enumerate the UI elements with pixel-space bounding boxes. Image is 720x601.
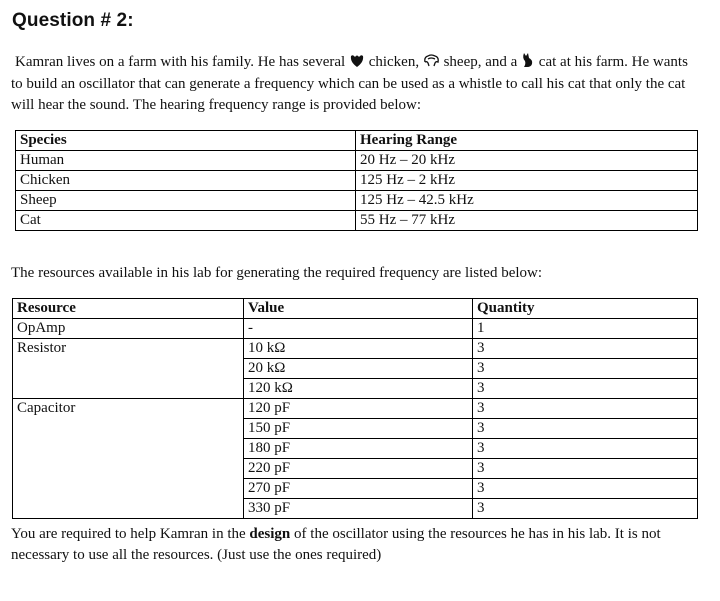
table-row bbox=[16, 171, 698, 191]
quantity-cell: 3 bbox=[473, 339, 698, 359]
quantity-cell: 3 bbox=[473, 419, 698, 439]
closing-paragraph bbox=[11, 524, 701, 566]
resource-table bbox=[12, 298, 698, 519]
value-cell: 180 pF bbox=[244, 439, 473, 459]
resource-cell: Capacitor bbox=[13, 399, 244, 519]
question-title: Question # 2: bbox=[12, 10, 134, 31]
quantity-cell: 1 bbox=[473, 319, 698, 339]
header-hearing-range: Hearing Range bbox=[356, 131, 698, 151]
intro-text-4: cat at his farm. He wants to build an oscillator that can generate a frequency which can be used as a whistle to call his cat that only the cat will hear the sound. The hearing frequency range is provided below: bbox=[11, 54, 688, 113]
species-cell: Cat bbox=[16, 211, 356, 231]
quantity-cell: 3 bbox=[473, 379, 698, 399]
value-cell: 10 kΩ bbox=[244, 339, 473, 359]
quantity-cell: 3 bbox=[473, 399, 698, 419]
cat-icon bbox=[521, 52, 535, 68]
quantity-cell: 3 bbox=[473, 439, 698, 459]
resource-cell: OpAmp bbox=[13, 319, 244, 339]
species-cell: Chicken bbox=[16, 171, 356, 191]
value-cell: 150 pF bbox=[244, 419, 473, 439]
intro-text-3: sheep, and a bbox=[443, 54, 518, 70]
header-species: Species bbox=[16, 131, 356, 151]
closing-text-1: You are required to help Kamran in the bbox=[11, 526, 250, 542]
table-row bbox=[16, 211, 698, 231]
closing-bold-word: design bbox=[249, 526, 291, 542]
range-cell: 125 Hz – 42.5 kHz bbox=[356, 191, 698, 211]
value-cell: - bbox=[244, 319, 473, 339]
table-row bbox=[16, 191, 698, 211]
header-resource: Resource bbox=[13, 299, 244, 319]
intro-text-2: chicken, bbox=[368, 54, 420, 70]
table-header-row bbox=[13, 299, 698, 319]
value-cell: 220 pF bbox=[244, 459, 473, 479]
value-cell: 330 pF bbox=[244, 499, 473, 519]
table-row bbox=[13, 399, 698, 419]
range-cell: 125 Hz – 2 kHz bbox=[356, 171, 698, 191]
value-cell: 120 pF bbox=[244, 399, 473, 419]
species-cell: Sheep bbox=[16, 191, 356, 211]
resources-intro: The resources available in his lab for generating the required frequency are listed below: bbox=[11, 265, 543, 281]
quantity-cell: 3 bbox=[473, 359, 698, 379]
table-header-row bbox=[16, 131, 698, 151]
sheep-icon bbox=[423, 54, 440, 68]
quantity-cell: 3 bbox=[473, 459, 698, 479]
range-cell: 20 Hz – 20 kHz bbox=[356, 151, 698, 171]
species-cell: Human bbox=[16, 151, 356, 171]
table-row bbox=[13, 339, 698, 359]
value-cell: 120 kΩ bbox=[244, 379, 473, 399]
table-row bbox=[16, 151, 698, 171]
value-cell: 270 pF bbox=[244, 479, 473, 499]
value-cell: 20 kΩ bbox=[244, 359, 473, 379]
closing-text-2: of the oscillator using the resources he has in his lab. It is not necessary to use all the resources. (Just use the ones required) bbox=[11, 526, 661, 563]
table-row bbox=[13, 319, 698, 339]
quantity-cell: 3 bbox=[473, 479, 698, 499]
intro-paragraph bbox=[11, 52, 701, 117]
intro-text-1: Kamran lives on a farm with his family. He has several bbox=[15, 54, 349, 70]
header-value: Value bbox=[244, 299, 473, 319]
quantity-cell: 3 bbox=[473, 499, 698, 519]
hearing-range-table bbox=[15, 130, 698, 231]
resource-cell: Resistor bbox=[13, 339, 244, 399]
header-quantity: Quantity bbox=[473, 299, 698, 319]
chicken-icon bbox=[349, 53, 365, 68]
range-cell: 55 Hz – 77 kHz bbox=[356, 211, 698, 231]
